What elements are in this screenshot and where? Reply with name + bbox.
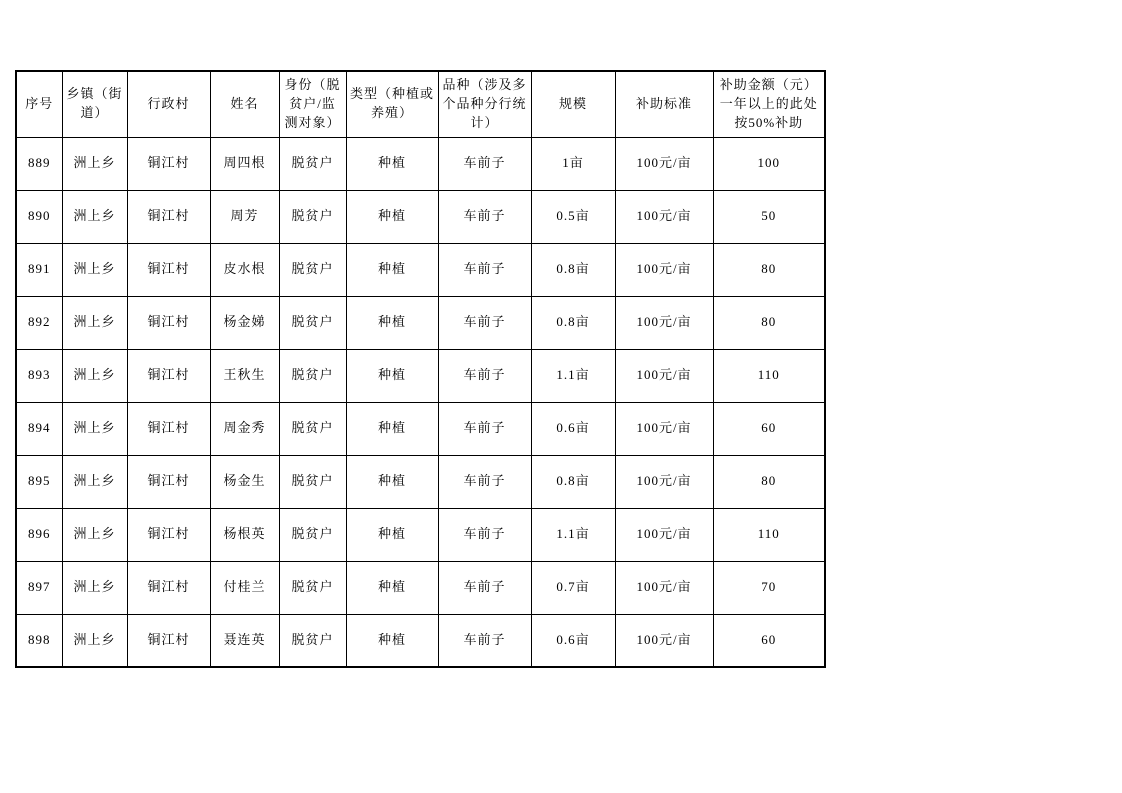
- table-cell: 80: [713, 296, 825, 349]
- table-cell: 0.8亩: [531, 296, 615, 349]
- table-cell: 车前子: [438, 561, 531, 614]
- table-cell: 铜江村: [127, 402, 210, 455]
- table-cell: 铜江村: [127, 508, 210, 561]
- table-cell: 洲上乡: [62, 190, 127, 243]
- column-header-identity: 身份（脱贫户/监测对象）: [279, 71, 346, 137]
- subsidy-table-head: [16, 71, 825, 137]
- table-cell: 洲上乡: [62, 243, 127, 296]
- table-cell: 脱贫户: [279, 561, 346, 614]
- table-cell: 0.6亩: [531, 614, 615, 667]
- table-cell: 洲上乡: [62, 402, 127, 455]
- table-cell: 60: [713, 614, 825, 667]
- table-cell: 脱贫户: [279, 243, 346, 296]
- table-cell: 聂连英: [210, 614, 279, 667]
- table-cell: 种植: [346, 190, 438, 243]
- table-cell: 铜江村: [127, 561, 210, 614]
- table-cell: 0.8亩: [531, 455, 615, 508]
- table-cell: 种植: [346, 402, 438, 455]
- column-header-township: 乡镇（街道）: [62, 71, 127, 137]
- table-cell: 100元/亩: [615, 561, 713, 614]
- table-cell: 洲上乡: [62, 455, 127, 508]
- table-cell: 铜江村: [127, 190, 210, 243]
- table-cell: 110: [713, 508, 825, 561]
- table-row: [16, 137, 825, 190]
- table-cell: 1.1亩: [531, 349, 615, 402]
- table-cell: 洲上乡: [62, 614, 127, 667]
- table-cell: 洲上乡: [62, 296, 127, 349]
- table-cell: 894: [16, 402, 62, 455]
- table-cell: 100元/亩: [615, 243, 713, 296]
- table-cell: 脱贫户: [279, 402, 346, 455]
- table-cell: 1亩: [531, 137, 615, 190]
- table-row: [16, 402, 825, 455]
- subsidy-table-body: [16, 137, 825, 667]
- table-cell: 种植: [346, 455, 438, 508]
- table-cell: 车前子: [438, 402, 531, 455]
- table-row: [16, 508, 825, 561]
- table-cell: 892: [16, 296, 62, 349]
- table-cell: 铜江村: [127, 455, 210, 508]
- table-row: [16, 455, 825, 508]
- table-cell: 100元/亩: [615, 455, 713, 508]
- table-row: [16, 243, 825, 296]
- table-cell: 车前子: [438, 455, 531, 508]
- table-cell: 车前子: [438, 349, 531, 402]
- table-cell: 100元/亩: [615, 402, 713, 455]
- table-cell: 0.7亩: [531, 561, 615, 614]
- table-cell: 60: [713, 402, 825, 455]
- table-cell: 0.6亩: [531, 402, 615, 455]
- table-cell: 车前子: [438, 296, 531, 349]
- table-cell: 脱贫户: [279, 190, 346, 243]
- table-cell: 车前子: [438, 137, 531, 190]
- table-cell: 王秋生: [210, 349, 279, 402]
- table-cell: 897: [16, 561, 62, 614]
- table-cell: 893: [16, 349, 62, 402]
- column-header-amount: 补助金额（元）一年以上的此处按50%补助: [713, 71, 825, 137]
- table-cell: 脱贫户: [279, 508, 346, 561]
- table-cell: 车前子: [438, 614, 531, 667]
- table-cell: 80: [713, 455, 825, 508]
- table-row: [16, 561, 825, 614]
- table-cell: 洲上乡: [62, 137, 127, 190]
- table-cell: 脱贫户: [279, 614, 346, 667]
- table-cell: 脱贫户: [279, 296, 346, 349]
- table-row: [16, 296, 825, 349]
- column-header-scale: 规模: [531, 71, 615, 137]
- table-row: [16, 614, 825, 667]
- table-cell: 洲上乡: [62, 561, 127, 614]
- table-cell: 洲上乡: [62, 349, 127, 402]
- table-row: [16, 349, 825, 402]
- table-cell: 周芳: [210, 190, 279, 243]
- table-cell: 0.5亩: [531, 190, 615, 243]
- table-cell: 898: [16, 614, 62, 667]
- subsidy-table: [15, 70, 826, 668]
- table-cell: 0.8亩: [531, 243, 615, 296]
- table-cell: 50: [713, 190, 825, 243]
- table-cell: 100元/亩: [615, 349, 713, 402]
- table-cell: 铜江村: [127, 137, 210, 190]
- table-cell: 杨根英: [210, 508, 279, 561]
- table-cell: 种植: [346, 561, 438, 614]
- table-cell: 100元/亩: [615, 296, 713, 349]
- table-cell: 100: [713, 137, 825, 190]
- table-cell: 100元/亩: [615, 614, 713, 667]
- table-cell: 889: [16, 137, 62, 190]
- table-cell: 车前子: [438, 243, 531, 296]
- table-cell: 铜江村: [127, 614, 210, 667]
- table-cell: 皮水根: [210, 243, 279, 296]
- column-header-variety: 品种（涉及多个品种分行统计）: [438, 71, 531, 137]
- table-cell: 脱贫户: [279, 455, 346, 508]
- table-cell: 付桂兰: [210, 561, 279, 614]
- table-cell: 70: [713, 561, 825, 614]
- table-cell: 铜江村: [127, 296, 210, 349]
- table-cell: 铜江村: [127, 349, 210, 402]
- table-cell: 铜江村: [127, 243, 210, 296]
- table-cell: 车前子: [438, 190, 531, 243]
- table-cell: 种植: [346, 296, 438, 349]
- table-cell: 种植: [346, 508, 438, 561]
- header-row: [16, 71, 825, 137]
- table-cell: 100元/亩: [615, 190, 713, 243]
- table-cell: 周四根: [210, 137, 279, 190]
- table-cell: 1.1亩: [531, 508, 615, 561]
- table-cell: 100元/亩: [615, 508, 713, 561]
- table-cell: 种植: [346, 137, 438, 190]
- table-row: [16, 190, 825, 243]
- table-cell: 种植: [346, 349, 438, 402]
- column-header-standard: 补助标准: [615, 71, 713, 137]
- table-cell: 车前子: [438, 508, 531, 561]
- table-cell: 891: [16, 243, 62, 296]
- table-cell: 890: [16, 190, 62, 243]
- table-cell: 杨金生: [210, 455, 279, 508]
- table-cell: 110: [713, 349, 825, 402]
- table-cell: 种植: [346, 614, 438, 667]
- column-header-name: 姓名: [210, 71, 279, 137]
- table-cell: 洲上乡: [62, 508, 127, 561]
- column-header-seq: 序号: [16, 71, 62, 137]
- table-cell: 脱贫户: [279, 137, 346, 190]
- table-cell: 杨金娣: [210, 296, 279, 349]
- table-cell: 脱贫户: [279, 349, 346, 402]
- table-cell: 100元/亩: [615, 137, 713, 190]
- table-cell: 80: [713, 243, 825, 296]
- table-cell: 周金秀: [210, 402, 279, 455]
- table-cell: 895: [16, 455, 62, 508]
- column-header-village: 行政村: [127, 71, 210, 137]
- table-cell: 种植: [346, 243, 438, 296]
- column-header-type: 类型（种植或养殖）: [346, 71, 438, 137]
- table-cell: 896: [16, 508, 62, 561]
